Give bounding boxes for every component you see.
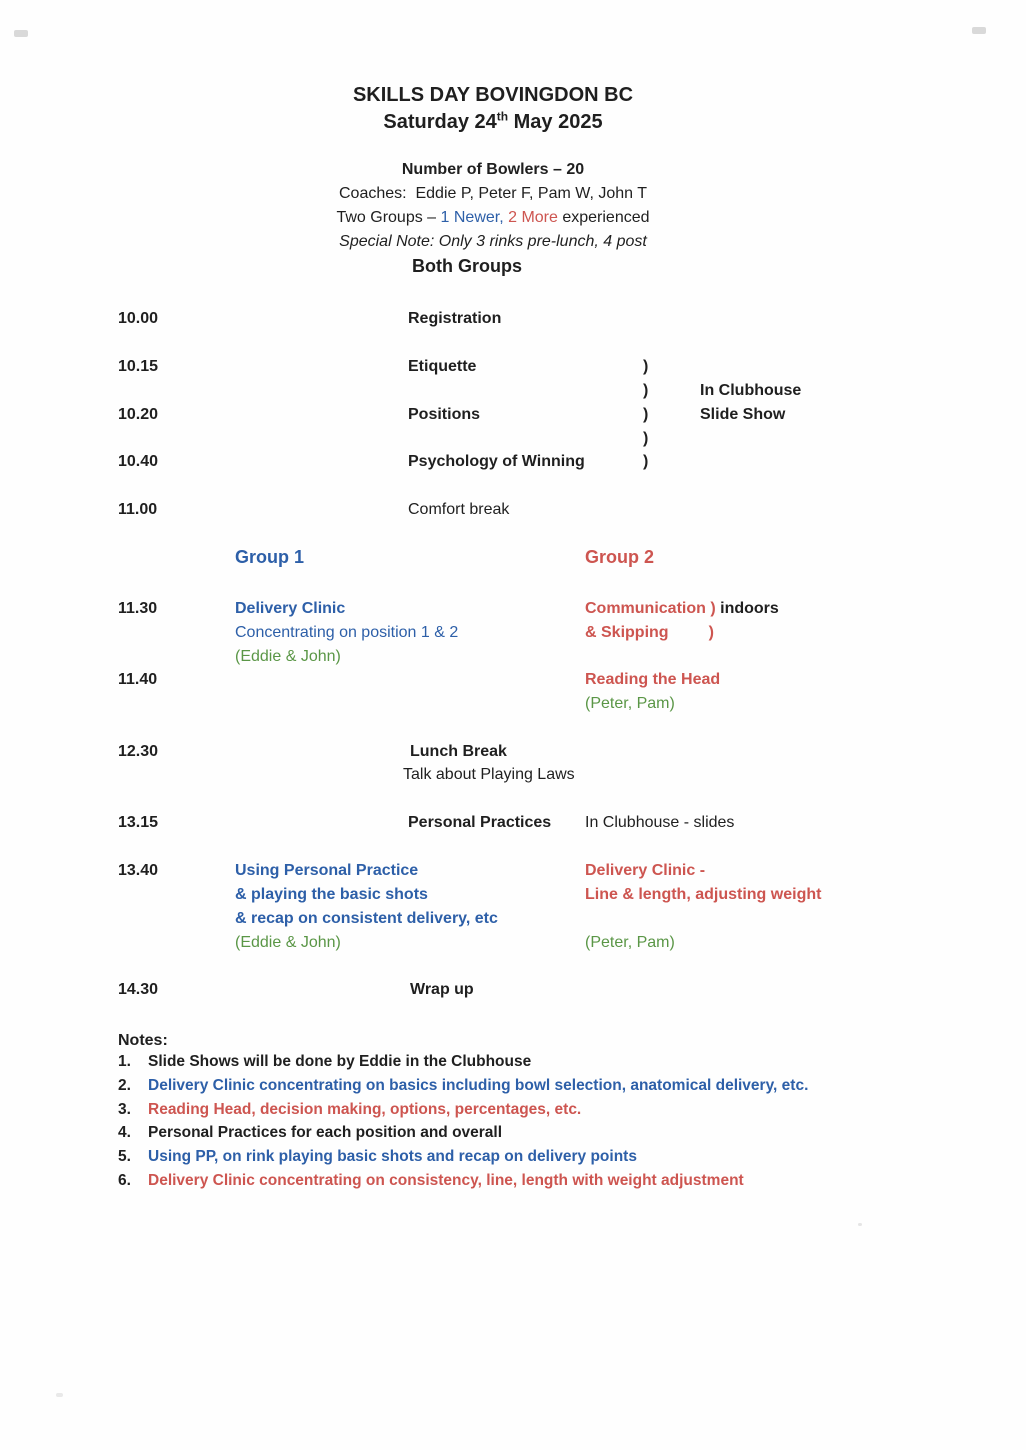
activity-registration: Registration: [408, 310, 502, 327]
g2-1130-title-black: indoors: [715, 600, 779, 617]
wrap-up-title: Wrap up: [410, 981, 474, 998]
note-1-number: 1.: [118, 1053, 131, 1070]
note-4-text: Personal Practices for each position and overall: [148, 1124, 503, 1141]
time-1430: 14.30: [118, 981, 159, 998]
bowlers-count-line: Number of Bowlers – 20: [401, 161, 585, 178]
g2-1130-title-red: Communication ): [585, 600, 716, 617]
lunch-title: Lunch Break: [410, 743, 507, 760]
bracket-2: ): [643, 382, 649, 399]
g2-1340-coaches: (Peter, Pam): [585, 934, 675, 951]
note-5-text: Using PP, on rink playing basic shots and recap on delivery points: [148, 1148, 637, 1165]
note-3-number: 3.: [118, 1101, 131, 1118]
page-subtitle-date: [0, 111, 986, 134]
g1-1130-title: Delivery Clinic: [235, 600, 346, 617]
time-1315: 13.15: [118, 814, 159, 831]
bracket-4: ): [643, 430, 649, 447]
scan-smudge-top-left: [14, 30, 28, 37]
activity-positions: Positions: [408, 406, 481, 423]
time-1340: 13.40: [118, 862, 159, 879]
bracket-5: ): [643, 453, 649, 470]
group1-heading: Group 1: [235, 547, 305, 567]
g1-1130-coaches: (Eddie & John): [235, 648, 341, 665]
g1-1340-line2: & playing the basic shots: [235, 886, 428, 903]
time-1230: 12.30: [118, 743, 159, 760]
activity-etiquette: Etiquette: [408, 358, 477, 375]
g2-1130-detail: & Skipping ): [585, 624, 714, 641]
two-groups-line: [0, 209, 986, 227]
scan-speck-bottom-left: [56, 1393, 63, 1397]
g1-1130-detail: Concentrating on position 1 & 2: [235, 624, 459, 641]
clubhouse-note-line2: Slide Show: [700, 406, 786, 423]
date-prefix: Saturday 24: [383, 111, 497, 133]
time-1130: 11.30: [118, 600, 158, 617]
g1-1340-line1: Using Personal Practice: [235, 862, 419, 879]
time-1000: 10.00: [118, 310, 159, 327]
note-2-number: 2.: [118, 1077, 131, 1094]
time-1140: 11.40: [118, 671, 158, 688]
g2-1130-title-line: [585, 599, 779, 618]
note-3-text: Reading Head, decision making, options, percentages, etc.: [148, 1101, 582, 1118]
g2-1340-line2: Line & length, adjusting weight: [585, 886, 822, 903]
group2-heading: Group 2: [585, 547, 655, 567]
date-suffix: May 2025: [508, 111, 603, 133]
lunch-subtitle: Talk about Playing Laws: [403, 766, 575, 783]
coaches-line: Coaches: Eddie P, Peter F, Pam W, John T: [338, 185, 647, 202]
activity-psychology: Psychology of Winning: [408, 453, 585, 470]
scan-speck-bottom-right: [858, 1223, 862, 1226]
notes-heading: Notes:: [118, 1032, 168, 1049]
personal-practices-title: Personal Practices: [408, 814, 552, 831]
personal-practices-location: In Clubhouse - slides: [585, 814, 735, 831]
special-note-line: Special Note: Only 3 rinks pre-lunch, 4 post: [339, 233, 647, 250]
time-1015: 10.15: [118, 358, 159, 375]
time-1100: 11.00: [118, 501, 158, 518]
two-groups-newer: 1 Newer,: [440, 209, 504, 226]
note-2-text: Delivery Clinic concentrating on basics including bowl selection, anatomical delivery, etc.: [148, 1077, 809, 1094]
activity-comfort-break: Comfort break: [408, 501, 510, 518]
time-1020: 10.20: [118, 406, 159, 423]
g1-1340-coaches: (Eddie & John): [235, 934, 341, 951]
note-5-number: 5.: [118, 1148, 131, 1165]
two-groups-suffix: experienced: [557, 209, 650, 226]
bracket-1: ): [643, 358, 649, 375]
bracket-3: ): [643, 406, 649, 423]
note-6-number: 6.: [118, 1172, 131, 1189]
two-groups-prefix: Two Groups –: [336, 209, 441, 226]
g2-1140-title: Reading the Head: [585, 671, 721, 688]
both-groups-heading: Both Groups: [412, 256, 522, 276]
g2-1140-coaches: (Peter, Pam): [585, 695, 675, 712]
g2-1340-line1: Delivery Clinic -: [585, 862, 706, 879]
note-1-text: Slide Shows will be done by Eddie in the Clubhouse: [148, 1053, 532, 1070]
page-title: SKILLS DAY BOVINGDON BC: [352, 84, 634, 106]
two-groups-more: 2 More: [503, 209, 558, 226]
note-6-text: Delivery Clinic concentrating on consistency, line, length with weight adjustment: [148, 1172, 744, 1189]
scan-smudge-top-right: [972, 27, 986, 34]
clubhouse-note-line1: In Clubhouse: [700, 382, 802, 399]
note-4-number: 4.: [118, 1124, 131, 1141]
date-ordinal-suffix: th: [496, 109, 509, 124]
g1-1340-line3: & recap on consistent delivery, etc: [235, 910, 498, 927]
time-1040: 10.40: [118, 453, 159, 470]
